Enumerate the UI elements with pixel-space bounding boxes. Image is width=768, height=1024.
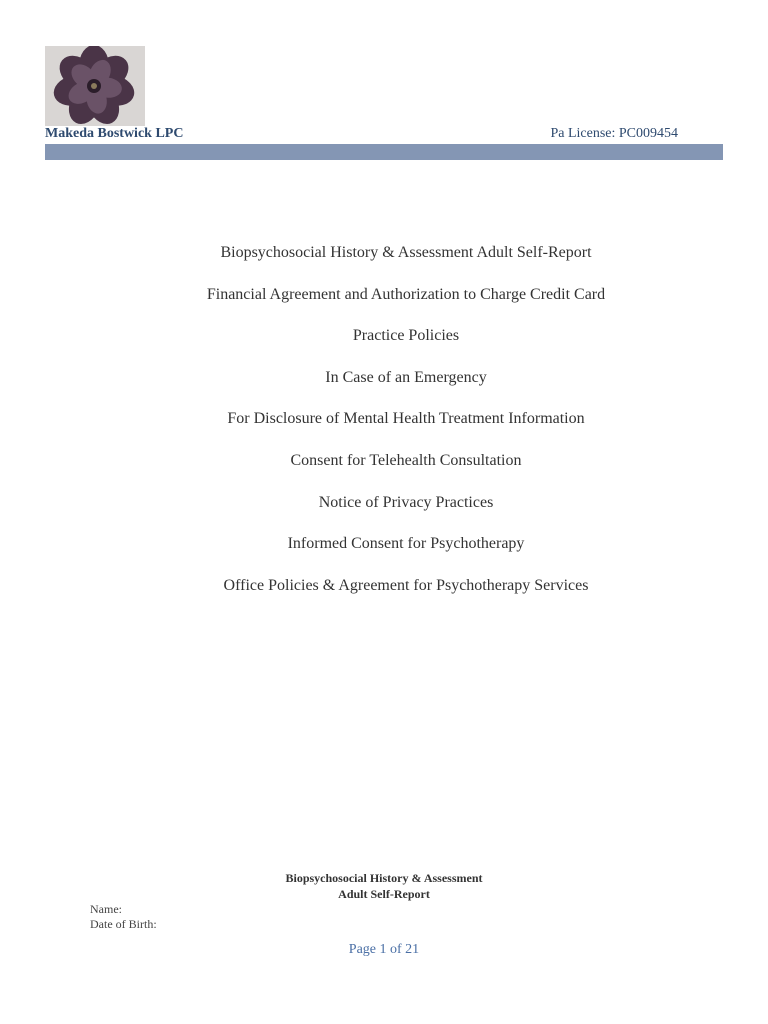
dob-field-label: Date of Birth: [90,917,157,931]
contents-item: In Case of an Emergency [325,368,487,386]
contents-item: Practice Policies [352,327,460,345]
document-contents-list [45,240,767,614]
contents-item: Consent for Telehealth Consultation [290,451,522,469]
contents-item: Financial Agreement and Authorization to Charge Credit Card [206,285,606,303]
license-number: Pa License: PC009454 [550,126,678,141]
contents-item: Office Policies & Agreement for Psychotherapy Services [223,576,589,594]
contents-item: Biopsychosocial History & Assessment Adult Self-Report [220,244,592,261]
form-title: Biopsychosocial History & Assessment [285,871,483,885]
contents-item: Informed Consent for Psychotherapy [287,535,525,553]
form-subtitle: Adult Self-Report [338,887,430,901]
contents-item: Notice of Privacy Practices [318,493,494,511]
page-number: Page 1 of 21 [348,942,420,957]
logo-flower-icon [45,46,145,126]
header-divider-bar [45,144,723,160]
name-field-label: Name: [90,902,122,916]
contents-item: For Disclosure of Mental Health Treatment Information [227,410,585,428]
flower-icon [45,46,145,126]
practitioner-name: Makeda Bostwick LPC [45,126,184,141]
